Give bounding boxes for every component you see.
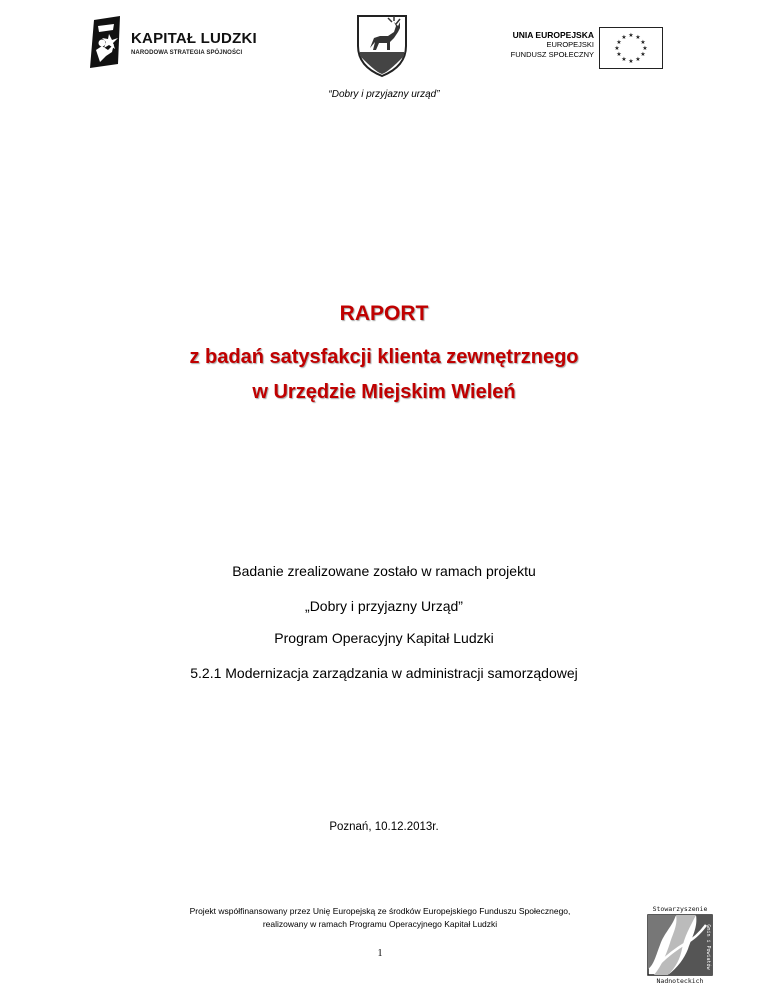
svg-text:★: ★ (628, 32, 634, 39)
svg-text:★: ★ (621, 56, 627, 63)
svg-text:★: ★ (616, 39, 622, 46)
report-title-text: RAPORT (339, 302, 429, 325)
kapital-ludzki-subtitle: NARODOWA STRATEGIA SPÓJNOŚCI (131, 50, 243, 56)
svg-text:★: ★ (616, 51, 622, 58)
kapital-ludzki-logo-icon (88, 16, 124, 72)
stowarzyszenie-bottom-text: Nadnoteckich (656, 977, 704, 985)
kapital-ludzki-title: KAPITAŁ LUDZKI (131, 30, 257, 47)
eu-flag-icon (599, 27, 663, 69)
kapital-ludzki-logo (88, 16, 268, 72)
svg-text:★: ★ (635, 34, 641, 41)
svg-text:★: ★ (621, 34, 627, 41)
footer-line-1: Projekt współfinansowany przez Unię Europejską ze środków Europejskiego Funduszu Społecznego, (189, 906, 571, 916)
coat-of-arms-icon (354, 12, 410, 78)
report-title (0, 302, 768, 326)
footer-line-2: realizowany w ramach Programu Operacyjnego Kapitał Ludzki (262, 919, 498, 929)
eu-label-line1: UNIA EUROPEJSKA (512, 30, 594, 40)
eu-label (490, 30, 594, 60)
svg-text:★: ★ (635, 56, 641, 63)
svg-text:★: ★ (628, 58, 634, 65)
stowarzyszenie-logo-icon (646, 903, 714, 985)
svg-text:★: ★ (614, 45, 620, 52)
page-number: 1 (377, 948, 383, 959)
report-subtitle-line2 (0, 381, 768, 404)
svg-text:★: ★ (640, 51, 646, 58)
report-subtitle-line1-text: z badań satysfakcji klienta zewnętrznego (189, 346, 579, 368)
stowarzyszenie-side-text: Gmin i Powiatów (705, 924, 711, 970)
body-line-3: Program Operacyjny Kapitał Ludzki (274, 630, 494, 646)
eu-label-line3: FUNDUSZ SPOŁECZNY (510, 50, 594, 59)
place-and-date: Poznań, 10.12.2013r. (329, 821, 439, 833)
svg-text:★: ★ (642, 45, 648, 52)
body-line-1: Badanie zrealizowane zostało w ramach projektu (232, 563, 536, 579)
report-subtitle-line2-text: w Urzędzie Miejskim Wieleń (252, 381, 516, 403)
stowarzyszenie-top-text: Stowarzyszenie (652, 905, 708, 913)
body-line-4: 5.2.1 Modernizacja zarządzania w administracji samorządowej (190, 665, 578, 681)
report-subtitle-line1 (0, 346, 768, 369)
eu-label-line2: EUROPEJSKI (546, 40, 594, 49)
svg-text:★: ★ (640, 39, 646, 46)
body-line-2: „Dobry i przyjazny Urząd” (305, 598, 463, 614)
project-motto: “Dobry i przyjazny urząd” (328, 89, 440, 100)
